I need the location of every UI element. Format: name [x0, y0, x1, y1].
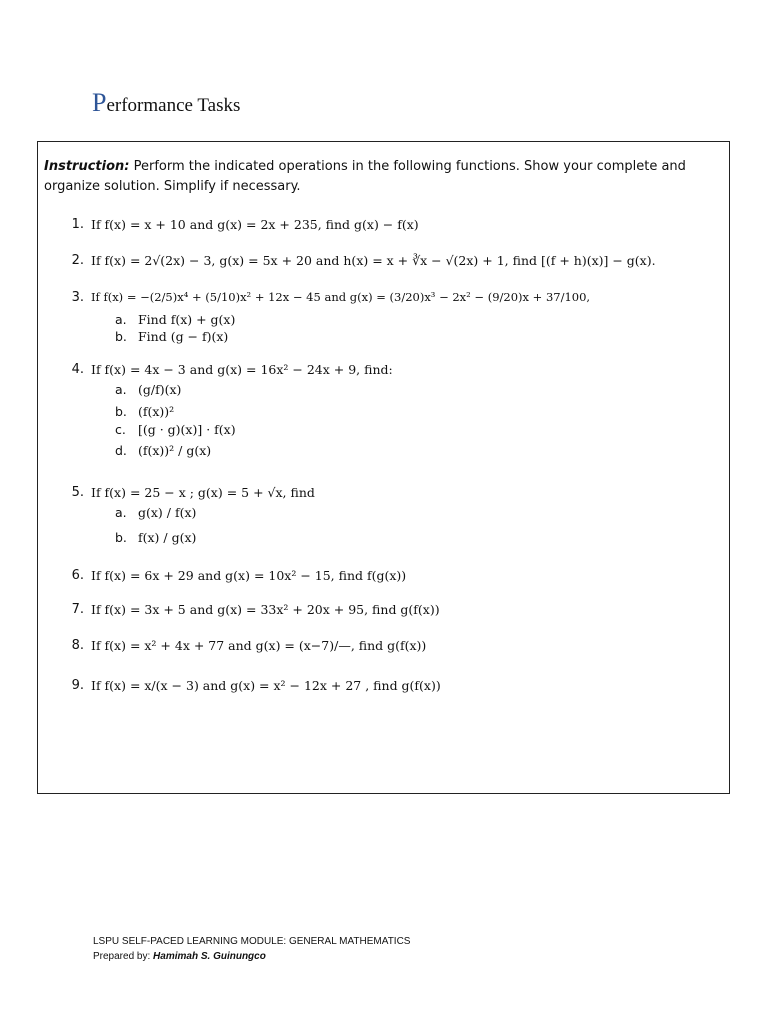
instruction-label: Instruction:	[44, 159, 130, 174]
task-box: Instruction: Perform the indicated operations in the following functions. Show your complete and organize solution. Simplify if necessary. 1. If f(x) = x + 10 and g(x) = 2x + 235, find g(x) − f(x) 2. If f(x) = 2√(2x) − 3, g(x) = 5x + 20 and h(x) = x + ∛x − √(2x) + 1, find [(f + h)(x)] − g(x). 3. If f(x) = −(2/5)x⁴ + (5/10)x² + 12x − 45 and g(x) = (3/20)x³ − 2x² − (9/20)x + 37/100, a. Find f(x) + g(x) b. Find (g − f)(x) 4. If f(x) = 4x − 3 and g(x) = 16x² − 24x + 9, find: a. (g/f)(x) b. (f(x))² c. [(g · g)(x)] · f(x) d. (f(x))² / g(x) 5. If f(x) = 25 − x ; g(x) = 5 + √x, find a. g(x) / f(x) b. f(x) / g(x) 6. If f(x) = 6x + 29 and g(x) = 10x² − 15, find f(g(x)) 7. If f(x) = 3x + 5 and g(x) = 33x² + 20x + 95, find g(f(x)) 8. If f(x) = x² + 4x + 77 and g(x) = (x−7)/—, find g(f(x)) 9. If f(x) = x/(x − 3) and g(x) = x² − 12x + 27 , find g(f(x))	[37, 141, 730, 794]
page-title: Performance Tasks	[92, 88, 241, 117]
instruction-text: Perform the indicated operations in the following functions. Show your complete and organize solution. Simplify if necessary.	[44, 159, 686, 194]
footer-module: LSPU SELF-PACED LEARNING MODULE: GENERAL MATHEMATICS	[93, 936, 411, 947]
footer	[93, 934, 410, 964]
footer-author: Prepared by: Hamimah S. Guinungco	[93, 951, 266, 962]
instruction	[44, 157, 714, 197]
